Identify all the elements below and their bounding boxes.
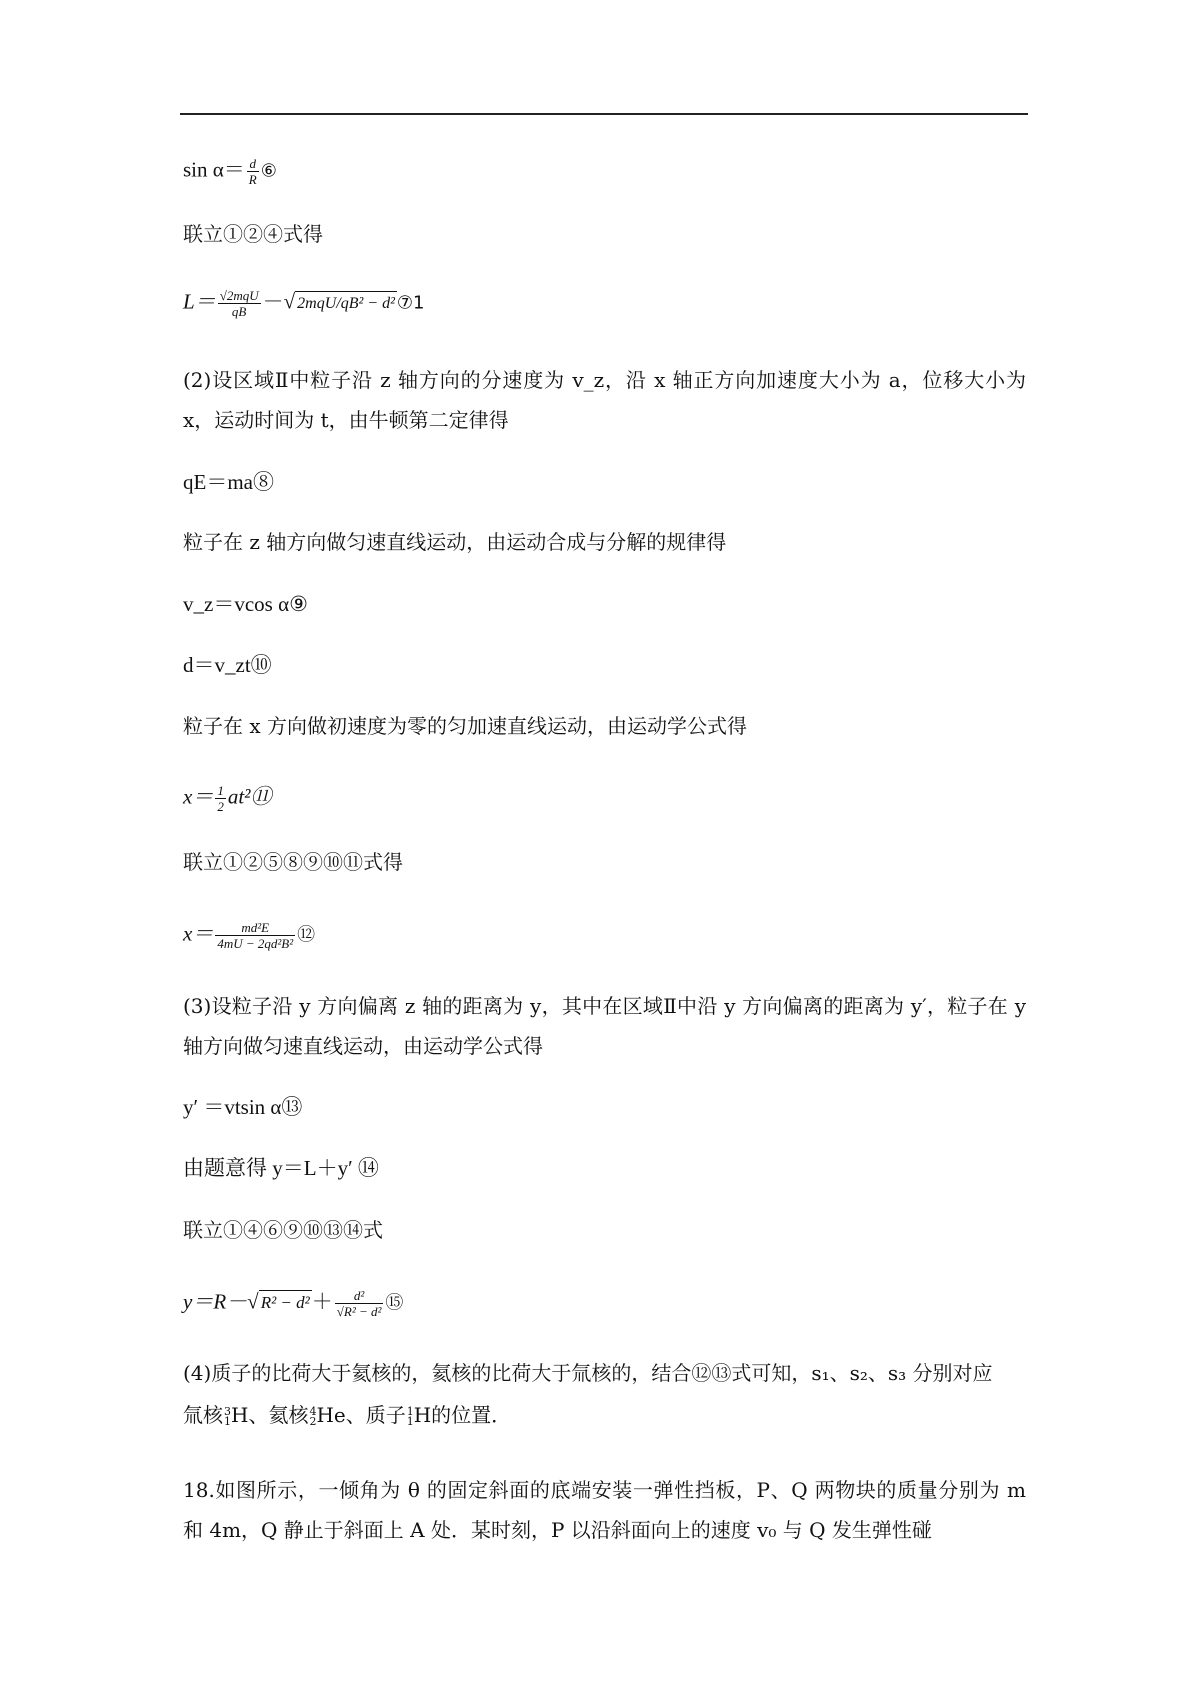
eq11-fraction [215,783,226,814]
eq12-fraction [215,920,295,951]
iso-z-1b: 1 [406,1414,414,1428]
eq6-tag: ⑥ [260,160,277,182]
equation-15 [183,1288,403,1319]
paragraph-4-line-1: (4)质子的比荷大于氦核的，氦核的比荷大于氚核的，结合⑫⑬式可知，s₁、s₂、s₃ 分别对应 [183,1361,993,1385]
eq15-plus: ＋ [311,1289,333,1314]
text-line-9: 粒子在 x 方向做初速度为零的匀加速直线运动，由运动学公式得 [183,714,747,738]
eq15-tag: ⑮ [385,1292,404,1314]
equation-7 [183,288,424,319]
text-line-6: 粒子在 z 轴方向做匀速直线运动，由运动合成与分解的规律得 [183,530,727,554]
sqrt-icon: √ [283,289,296,314]
p4-helium-label: H、氦核 [231,1403,309,1427]
p4-tritium-label: 氚核 [183,1403,223,1427]
eq11-rhs: at²⑪ [227,784,272,809]
eq7-tag: ⑦1 [396,292,425,314]
iso-mass-4: 4 [309,1404,317,1418]
equation-12 [183,920,315,951]
text-line-11: 联立①②⑤⑧⑨⑩⑪式得 [183,850,403,874]
p4-proton-label: He、质子 [316,1403,406,1427]
eq6-lhs: sin α＝ [183,157,245,182]
sqrt-icon: √ [247,1289,259,1314]
equation-9: v_z＝vcos α⑨ [183,592,308,616]
eq7-root: 2mqU/qB² − d² [295,291,397,316]
iso-mass-1: 1 [406,1404,414,1418]
eq12-tag: ⑫ [297,924,316,946]
eq12-lhs: x＝ [183,921,214,946]
iso-mass-3: 3 [224,1404,231,1418]
eq6-fraction [247,156,259,187]
eq12-num: md²E [241,920,270,935]
eq15-root: R² − d² [259,1290,312,1315]
iso-z-1: 1 [224,1414,231,1428]
equation-8: qE＝ma⑧ [183,470,274,494]
eq15-num: d² [353,1288,365,1303]
paragraph-4-line-2 [183,1403,511,1427]
equation-13: y′ ＝vtsin α⑬ [183,1095,303,1119]
eq15-den: √R² − d² [336,1304,382,1319]
eq6-den: R [248,172,257,187]
eq11-den: 2 [217,799,224,814]
text-line-16: 联立①④⑥⑨⑩⑬⑭式 [183,1218,383,1242]
text-line-2: 联立①②④式得 [183,222,323,246]
equation-10: d＝v_zt⑩ [183,653,272,677]
eq7-num: √2mqU [219,288,259,303]
p4-ending: H的位置． [413,1403,512,1427]
paragraph-2: (2)设区域Ⅱ中粒子沿 z 轴方向的分速度为 v_z，沿 x 轴正方向加速度大小为 a，位移大小为 x，运动时间为 t，由牛顿第二定律得 [183,368,1026,432]
eq6-num: d [249,156,256,171]
eq7-lhs: L＝ [183,289,216,314]
equation-11 [183,783,271,814]
eq11-num: 1 [217,783,224,798]
isotope-tritium [224,1404,231,1428]
equation-14: 由题意得 y＝L＋y′ ⑭ [183,1156,379,1180]
question-18: 18.如图所示，一倾角为 θ 的固定斜面的底端安装一弹性挡板，P、Q 两物块的质量分别为 m 和 4m，Q 静止于斜面上 A 处．某时刻，P 以沿斜面向上的速度 v₀ 与 Q 发生弹性碰 [183,1478,1026,1542]
equation-6 [183,156,277,187]
isotope-proton [406,1404,414,1428]
eq11-lhs: x＝ [183,784,214,809]
eq12-den: 4mU − 2qd²B² [217,936,294,951]
eq7-den: qB [218,303,261,319]
eq7-fraction [218,288,261,319]
eq15-lhs: y＝R－ [183,1289,248,1314]
eq7-minus: － [262,289,284,314]
eq15-fraction [335,1288,384,1319]
header-rule [180,113,1028,115]
paragraph-3: (3)设粒子沿 y 方向偏离 z 轴的距离为 y，其中在区域Ⅱ中沿 y 方向偏离的距离为 y′，粒子在 y 轴方向做匀速直线运动，由运动学公式得 [183,994,1026,1058]
iso-z-2: 2 [309,1414,317,1428]
